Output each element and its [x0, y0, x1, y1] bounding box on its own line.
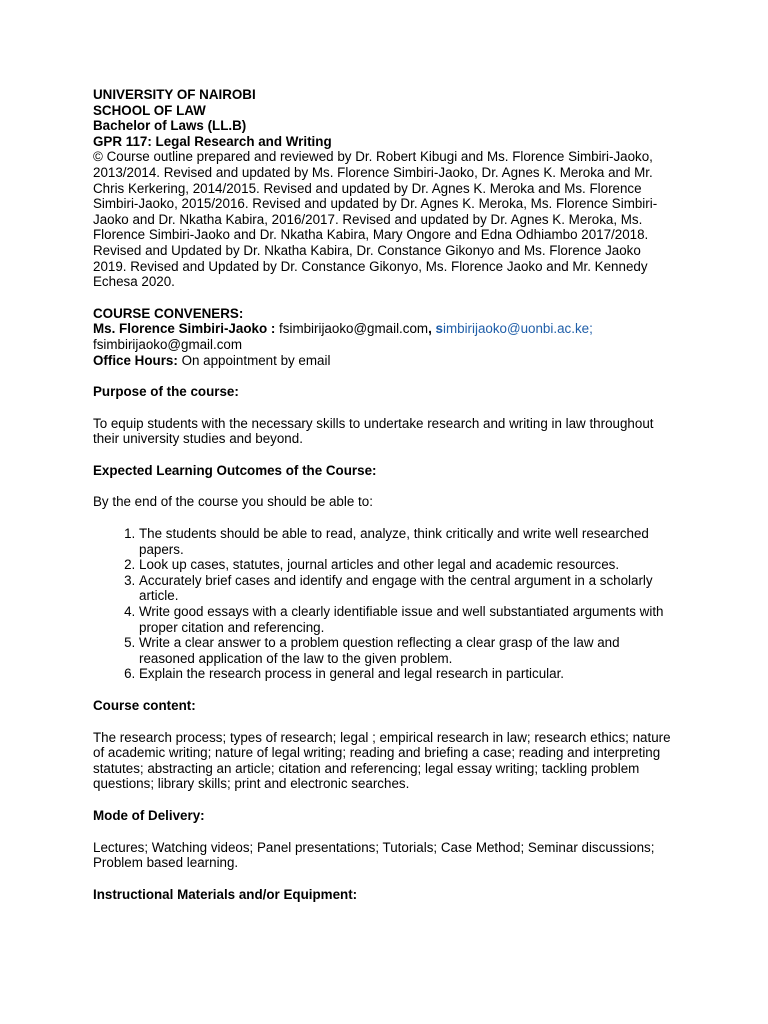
- outcomes-heading: Expected Learning Outcomes of the Course:: [93, 462, 377, 478]
- content-text: The research process; types of research; legal ; empirical research in law; research ethics; nature of academic writing; nature of legal writing; reading and briefing a case; reading and interpreting statutes; abstracting an article; citation and referencing; legal essay writing; tackling problem questions; library skills; print and electronic searches.: [93, 729, 671, 792]
- convener-email-gmail[interactable]: fsimbirijaoko@gmail.com: [279, 321, 429, 337]
- copyright-notice: © Course outline prepared and reviewed by Dr. Robert Kibugi and Ms. Florence Simbiri-Jaoko, 2013/2014. Revised and updated by Ms. Florence Simbiri-Jaoko, Dr. Agnes K. Meroka and Mr. Chris Kerkering, 2014/2015. Revised and updated by Dr. Agnes K. Meroka and Ms. Florence Simbiri-Jaoko, 2015/2016. Revised and updated by Dr. Agnes K. Meroka, Ms. Florence Simbiri- Jaoko and Dr. Nkatha Kabira, 2016/2017. Revised and updated by Dr. Agnes K. Meroka, Ms. Florence Simbiri-Jaoko and Dr. Nkatha Kabira, Mary Ongore and Edna Odhiambo 2017/2018. Revised and Updated by Dr. Nkatha Kabira, Dr. Constance Gikonyo and Ms. Florence Jaoko 2019. Revised and Updated by Dr. Constance Gikonyo, Ms. Florence Jaoko and Mr. Kennedy Echesa 2020.: [93, 149, 658, 290]
- list-item: 4. Write good essays with a clearly identifiable issue and well substantiated arguments with proper citation and referencing.: [139, 604, 678, 635]
- content-heading: Course content:: [93, 698, 196, 713]
- convener-email-alt[interactable]: fsimbirijaoko@gmail.com: [93, 336, 243, 352]
- office-hours-label: Office Hours:: [93, 352, 178, 368]
- spacer: [93, 290, 678, 306]
- spacer: [93, 714, 678, 730]
- convener-name: Ms. Florence Simbiri-Jaoko :: [93, 321, 276, 337]
- delivery-text: Lectures; Watching videos; Panel presentations; Tutorials; Case Method; Seminar discussions; Problem based learning.: [93, 839, 655, 871]
- degree-name: Bachelor of Laws (LL.B): [93, 118, 247, 134]
- spacer: [93, 682, 678, 698]
- document-header: [93, 87, 678, 149]
- office-hours-line: [93, 353, 678, 369]
- delivery-heading: Mode of Delivery:: [93, 807, 205, 823]
- conveners-heading: COURSE CONVENERS:: [93, 305, 244, 321]
- list-item: 6. Explain the research process in general and legal research in particular.: [139, 666, 678, 682]
- list-item: 5. Write a clear answer to a problem question reflecting a clear grasp of the law and reasoned application of the law to the given problem.: [139, 635, 678, 666]
- spacer: [93, 871, 678, 887]
- outcomes-intro: By the end of the course you should be able to:: [93, 494, 373, 510]
- course-title: GPR 117: Legal Research and Writing: [93, 133, 332, 149]
- spacer: [93, 478, 678, 494]
- list-item: 2. Look up cases, statutes, journal articles and other legal and academic resources.: [139, 557, 678, 573]
- materials-heading: Instructional Materials and/or Equipment:: [93, 886, 358, 902]
- spacer: [93, 368, 678, 384]
- office-hours-value: On appointment by email: [181, 352, 331, 368]
- school-name: SCHOOL OF LAW: [93, 102, 206, 118]
- outcomes-list: [93, 526, 678, 682]
- list-item: 3. Accurately brief cases and identify and engage with the central argument in a scholarly article.: [139, 573, 678, 604]
- purpose-text: To equip students with the necessary skills to undertake research and writing in law throughout their university studies and beyond.: [93, 415, 654, 447]
- purpose-heading: Purpose of the course:: [93, 384, 239, 400]
- email-uonbi-initial: s: [435, 321, 443, 337]
- email-uonbi-rest: imbirijaoko@uonbi.ac.ke;: [443, 321, 593, 337]
- university-name: UNIVERSITY OF NAIROBI: [93, 87, 256, 102]
- spacer: [93, 510, 678, 526]
- spacer: [93, 824, 678, 840]
- email-separator: ,: [428, 321, 432, 337]
- convener-email-uonbi[interactable]: [436, 321, 593, 336]
- spacer: [93, 400, 678, 416]
- convener-line: [93, 321, 678, 337]
- conveners-section: [93, 306, 678, 368]
- list-item: 1. The students should be able to read, analyze, think critically and write well researched papers.: [139, 526, 678, 557]
- spacer: [93, 447, 678, 463]
- spacer: [93, 792, 678, 808]
